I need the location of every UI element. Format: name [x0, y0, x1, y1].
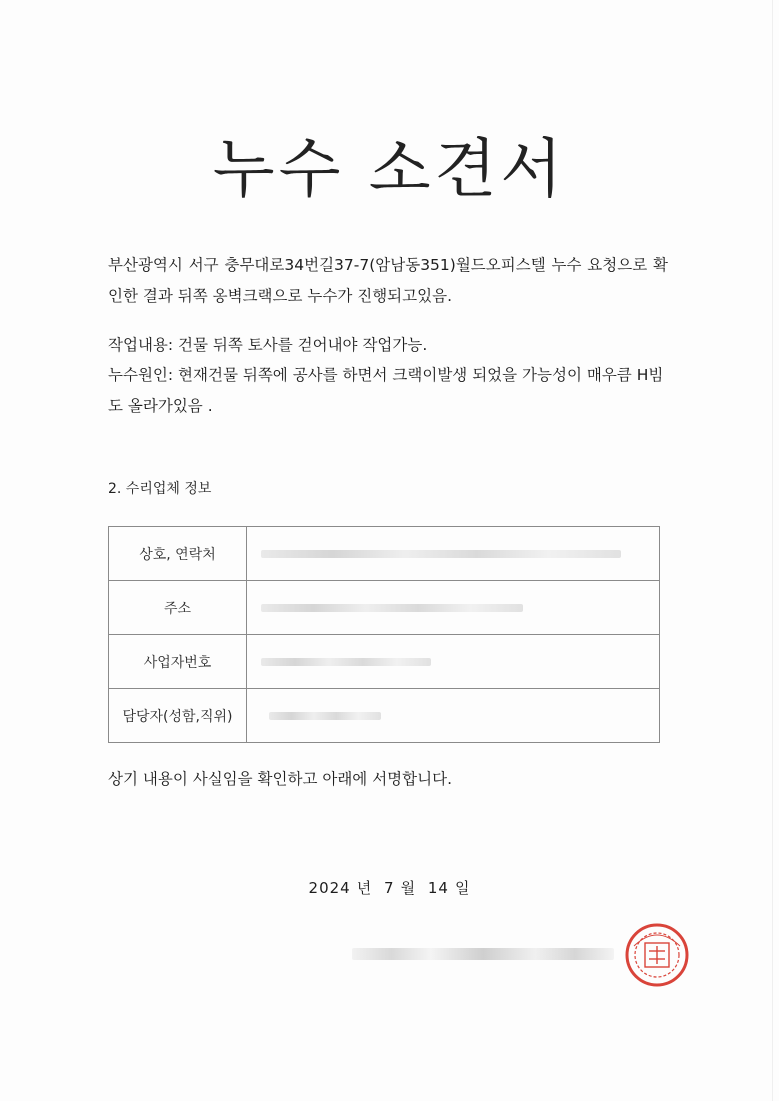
redacted-signer-name: [352, 948, 614, 960]
date-month: 7: [384, 879, 395, 897]
row-value-manager: [247, 689, 660, 743]
row-label-company: 상호, 연락처: [109, 527, 247, 581]
document-title: 누수 소견서: [212, 133, 567, 207]
redacted-value: [261, 550, 621, 558]
row-label-manager: 담당자(성함,직위): [109, 689, 247, 743]
date-day-unit: 일: [454, 879, 471, 897]
row-value-business-number: [247, 635, 660, 689]
confirmation-statement: 상기 내용이 사실임을 확인하고 아래에 서명합니다.: [108, 770, 452, 788]
row-value-company: [247, 527, 660, 581]
company-seal-stamp: [624, 922, 690, 988]
section-heading: 2. 수리업체 정보: [108, 481, 212, 497]
table-row: [109, 527, 660, 581]
table-row: [109, 635, 660, 689]
row-label-address: 주소: [109, 581, 247, 635]
inspection-paragraph: 부산광역시 서구 충무대로34번길37-7(암남동351)월드오피스텔 누수 요청으로 확인한 결과 뒤쪽 옹벽크랙으로 누수가 진행되고있음.: [108, 256, 668, 305]
contractor-info-table: [108, 526, 660, 743]
date-year: 2024: [308, 879, 351, 897]
redacted-value: [269, 712, 381, 720]
leak-cause-line: 누수원인: 현재건물 뒤쪽에 공사를 하면서 크랙이발생 되었을 가능성이 매우큼 H빔도 올라가있음 .: [108, 366, 664, 415]
redacted-value: [261, 658, 431, 666]
row-label-business-number: 사업자번호: [109, 635, 247, 689]
redacted-value: [261, 604, 523, 612]
row-value-address: [247, 581, 660, 635]
signature-date: [0, 877, 779, 898]
work-content-line: 작업내용: 건물 뒤쪽 토사를 걷어내야 작업가능.: [108, 336, 428, 354]
date-year-unit: 년: [356, 879, 373, 897]
date-day: 14: [427, 879, 449, 897]
table-row: [109, 689, 660, 743]
table-row: [109, 581, 660, 635]
date-month-unit: 월: [400, 879, 417, 897]
scan-edge-line: [772, 0, 773, 1101]
